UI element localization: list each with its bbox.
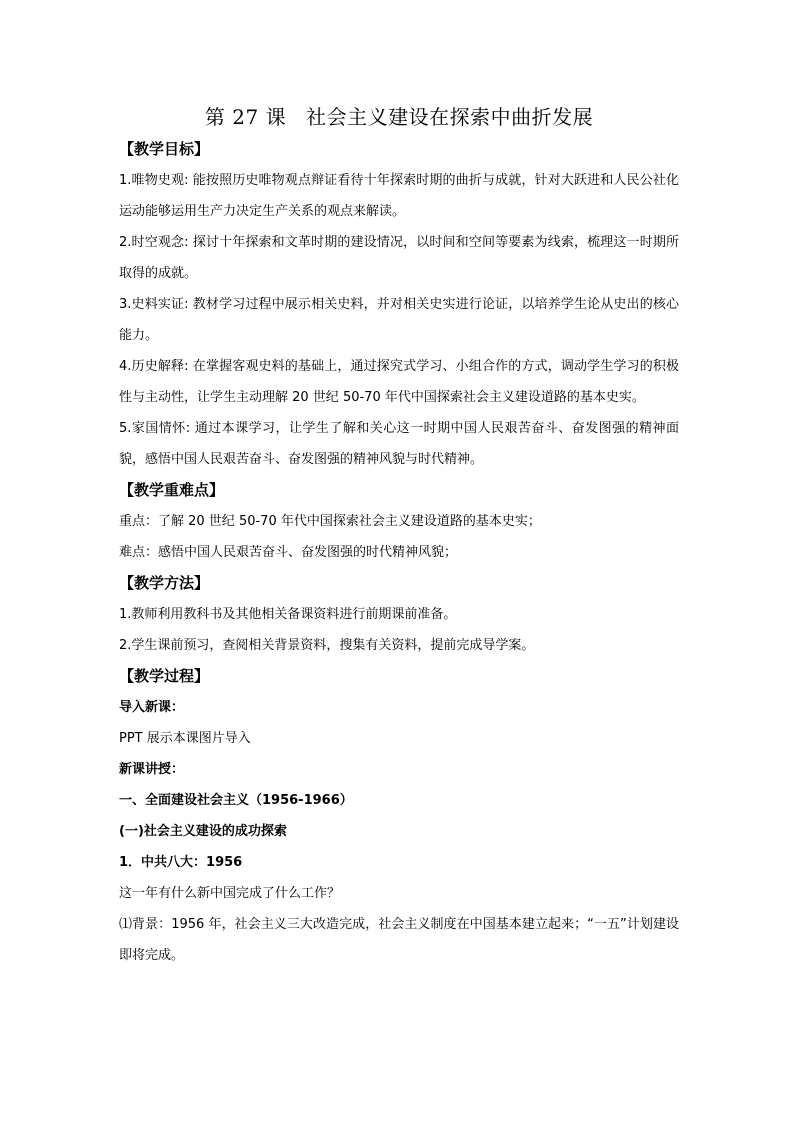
intro-text: PPT 展示本课图片导入 xyxy=(119,731,251,746)
intro-label: 导入新课： xyxy=(119,700,185,715)
lesson-title xyxy=(119,100,679,134)
new-lesson-label: 新课讲授： xyxy=(119,762,185,777)
lesson-name: 社会主义建设在探索中曲折发展 xyxy=(306,105,594,129)
goal-item-2: 2.时空观念: 探讨十年探索和文革时期的建设情况，以时间和空间等要素为线索，梳理这一时期所取得的成就。 xyxy=(119,235,679,281)
process-heading: 【教学过程】 xyxy=(119,667,210,685)
goal-item-1: 1.唯物史观: 能按照历史唯物观点辩证看待十年探索时期的曲折与成就，针对大跃进和人民公社化运动能够运用生产力决定生产关系的观点来解读。 xyxy=(119,173,679,219)
methods-heading: 【教学方法】 xyxy=(119,574,210,592)
part1-heading: 一、全面建设社会主义（1956-1966） xyxy=(119,793,353,808)
method-item-1: 1.教师利用教科书及其他相关备课资料进行前期课前准备。 xyxy=(119,607,457,622)
lesson-number: 第 27 课 xyxy=(204,105,287,129)
goal-item-5: 5.家国情怀: 通过本课学习，让学生了解和关心这一时期中国人民艰苦奋斗、奋发图强的精神面貌，感悟中国人民艰苦奋斗、奋发图强的精神风貌与时代精神。 xyxy=(119,421,679,467)
method-item-2: 2.学生课前预习，查阅相关背景资料，搜集有关资料，提前完成导学案。 xyxy=(119,638,535,653)
point1-heading: 1．中共八大：1956 xyxy=(119,855,243,870)
goal-item-4: 4.历史解释: 在掌握客观史料的基础上，通过探究式学习、小组合作的方式，调动学生学习的积极性与主动性，让学生主动理解 20 世纪 50-70 年代中国探索社会主义建设道路的基本史实。 xyxy=(119,359,679,405)
goals-heading: 【教学目标】 xyxy=(119,140,210,158)
goal-item-3: 3.史料实证: 教材学习过程中展示相关史料，并对相关史实进行论证，以培养学生论从史出的核心能力。 xyxy=(119,297,679,343)
key-points-heading: 【教学重难点】 xyxy=(119,481,225,499)
question-text: 这一年有什么新中国完成了什么工作？ xyxy=(119,886,341,901)
difficulty-text: 难点：感悟中国人民艰苦奋斗、奋发图强的时代精神风貌； xyxy=(119,545,458,560)
background-text: ⑴背景：1956 年，社会主义三大改造完成，社会主义制度在中国基本建立起来；“一五”计划建设即将完成。 xyxy=(119,917,679,963)
part1-subheading: (一)社会主义建设的成功探索 xyxy=(119,824,287,839)
document-page xyxy=(119,100,679,971)
focus-text: 重点：了解 20 世纪 50-70 年代中国探索社会主义建设道路的基本史实； xyxy=(119,514,541,529)
